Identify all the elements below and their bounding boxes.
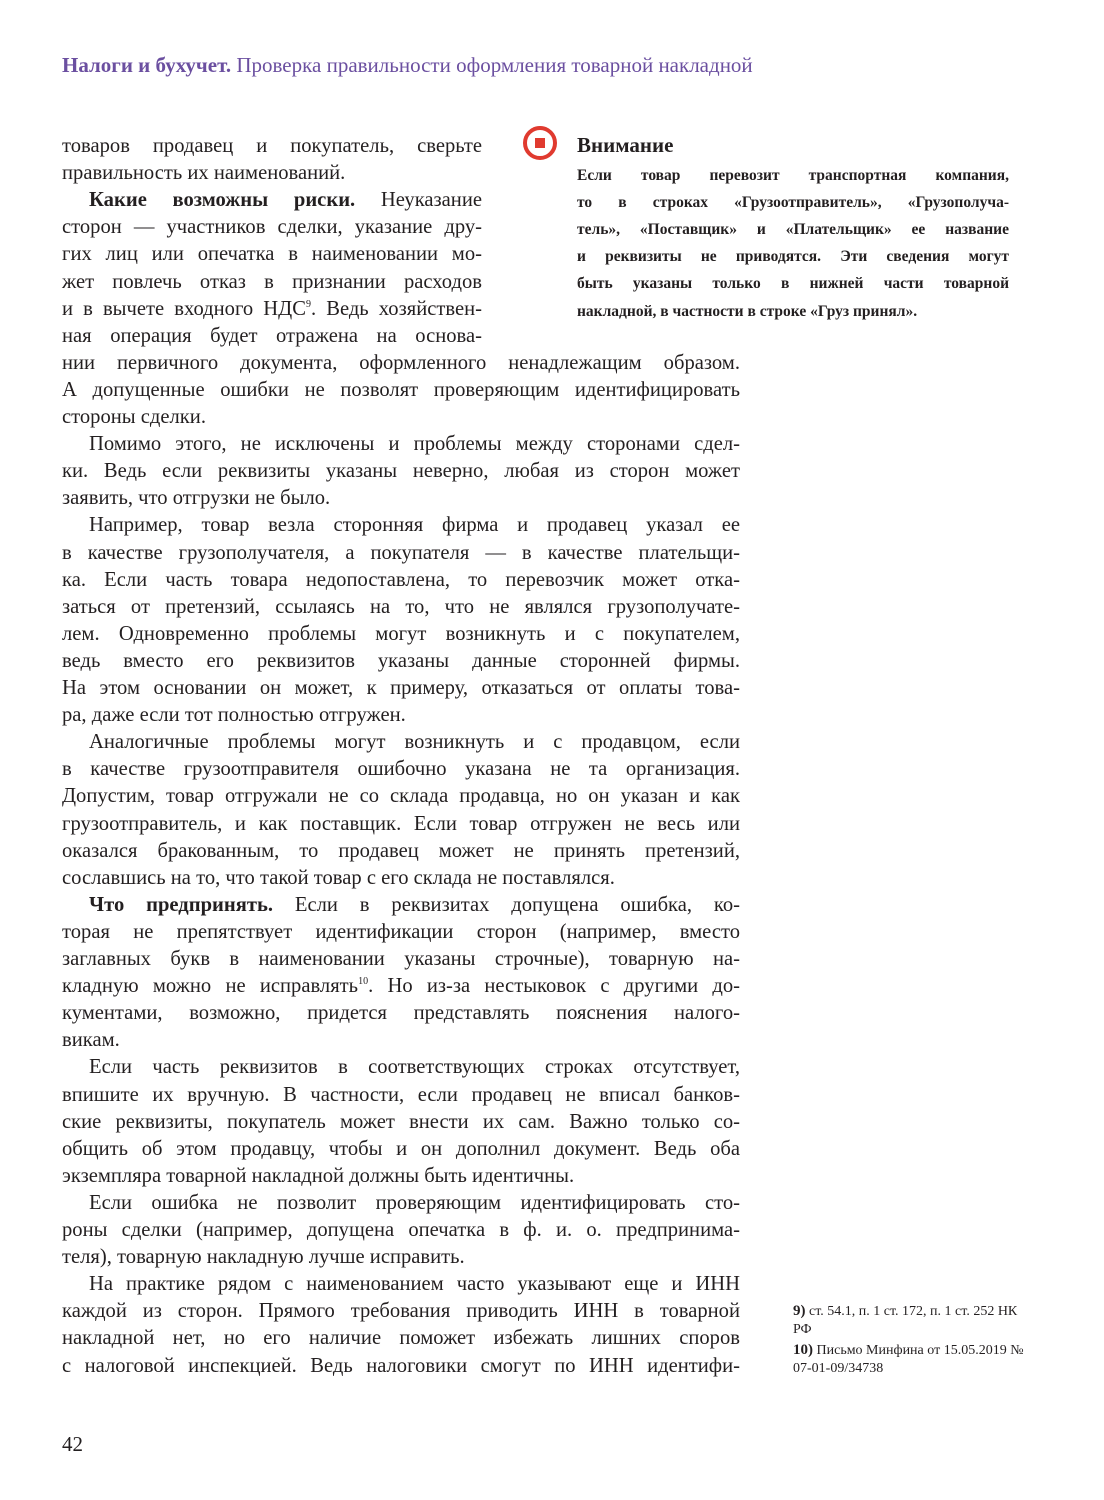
body-text-line xyxy=(62,1325,740,1352)
page-number: 42 xyxy=(62,1432,83,1456)
body-text-line xyxy=(62,892,740,919)
body-text-line xyxy=(62,133,482,160)
text-span: ная операция будет отражена на основа- xyxy=(62,324,482,347)
text-span: кладную можно не исправлять xyxy=(62,975,359,998)
body-text-line xyxy=(62,1109,740,1136)
text-span: На этом основании он может, к примеру, отказаться от оплаты това- xyxy=(62,677,740,699)
body-text-line xyxy=(62,1136,740,1163)
text-span: сторон — участников сделки, указание дру- xyxy=(62,216,482,239)
attention-icon xyxy=(523,126,557,160)
text-span: Например, товар везла сторонняя фирма и продавец указал ее xyxy=(89,514,740,537)
text-span: торая не препятствует идентификации сторон (например, вместо xyxy=(62,920,740,943)
footnote-ref: 9 xyxy=(305,298,311,310)
body-text-line xyxy=(62,1027,740,1054)
body-text-line xyxy=(62,269,482,296)
body-text-line xyxy=(62,621,740,648)
text-span: и в вычете входного НДС xyxy=(62,297,306,320)
text-span: А допущенные ошибки не позволят проверяющим идентифицировать xyxy=(62,378,740,401)
attention-text-line: накладной, в частности в строке «Груз принял». xyxy=(577,302,918,320)
footnote-10 xyxy=(793,1341,1033,1378)
body-text-line xyxy=(62,973,740,1000)
attention-text-line: Если товар перевозит транспортная компания, xyxy=(577,167,1009,184)
attention-text-line: то в строках «Грузоотправитель», «Грузополуча- xyxy=(577,194,1009,212)
body-text-line xyxy=(62,1298,740,1325)
attention-text-line: быть указаны только в нижней части товарной xyxy=(577,275,1009,293)
body-text-line xyxy=(62,1163,740,1190)
body-text-line xyxy=(62,756,740,783)
body-text-line xyxy=(62,1244,740,1271)
body-text-line xyxy=(62,1353,740,1380)
footnote-text: Письмо Минфина от 15.05.2019 № 07-01-09/34738 xyxy=(793,1343,1024,1376)
text-span: заглавных букв в наименовании указаны строчные), товарную на- xyxy=(62,948,740,970)
lead-in-heading: Что предпринять. xyxy=(89,893,274,916)
text-span: гих лиц или опечатка в наименовании мо- xyxy=(62,243,482,266)
footnote-number: 9) xyxy=(793,1303,806,1319)
text-span: ра, даже если тот полностью отгружен. xyxy=(62,704,406,727)
body-text-line xyxy=(62,594,740,621)
body-text-line xyxy=(62,567,740,594)
body-text-line xyxy=(62,458,740,485)
body-text-line xyxy=(62,1271,740,1298)
footnote-ref: 10 xyxy=(358,976,369,988)
body-text-line xyxy=(62,377,740,404)
body-text-line xyxy=(62,783,740,810)
body-text-line xyxy=(62,214,482,241)
body-text-line xyxy=(62,946,740,973)
text-span: общить об этом продавцу, чтобы и он дополнил документ. Ведь оба xyxy=(62,1137,740,1160)
attention-title: Внимание xyxy=(577,133,674,157)
body-text-line xyxy=(62,1000,740,1027)
body-text-line xyxy=(62,1217,740,1244)
text-span: каждой из сторон. Прямого требования приводить ИНН в товарной xyxy=(62,1300,740,1323)
footnote-text: ст. 54.1, п. 1 ст. 172, п. 1 ст. 252 НК РФ xyxy=(793,1304,1018,1337)
text-span: с налоговой инспекцией. Ведь налоговики смогут по ИНН идентифи- xyxy=(62,1354,740,1377)
body-text-line xyxy=(62,919,740,946)
text-span: теля), товарную накладную лучше исправить. xyxy=(62,1246,465,1269)
text-span: Если в реквизитах допущена ошибка, ко- xyxy=(273,893,741,916)
text-span: товаров продавец и покупатель, сверьте xyxy=(62,135,482,157)
text-span: Аналогичные проблемы могут возникнуть и с продавцом, если xyxy=(89,731,740,754)
text-span: Если ошибка не позволит проверяющим идентифицировать сто- xyxy=(89,1191,740,1214)
body-text-line xyxy=(62,648,740,675)
text-span: заявить, что отгрузки не было. xyxy=(62,487,331,510)
lead-in-heading: Какие возможны риски. xyxy=(89,189,356,212)
text-span: На практике рядом с наименованием часто указывают еще и ИНН xyxy=(89,1273,740,1296)
footnote-9 xyxy=(793,1302,1033,1339)
header-title: Проверка правильности оформления товарной накладной xyxy=(236,53,753,77)
text-span: Помимо этого, не исключены и проблемы между сторонами сдел- xyxy=(89,433,740,456)
text-span: лем. Одновременно проблемы могут возникнуть и с покупателем, xyxy=(62,622,740,645)
body-text-line xyxy=(62,729,740,756)
text-span: ки. Ведь если реквизиты указаны неверно, любая из сторон может xyxy=(62,460,740,483)
text-span: грузоотправитель, и как поставщик. Если товар отгружен не весь или xyxy=(62,812,740,835)
body-text-line xyxy=(62,160,482,187)
text-span: в качестве грузополучателя, а покупателя — в качестве плательщи- xyxy=(62,541,740,564)
text-span: в качестве грузоотправителя ошибочно указана не та организация. xyxy=(62,758,740,781)
text-span: впишите их вручную. В частности, если продавец не вписал банков- xyxy=(62,1083,740,1106)
text-span: заться от претензий, ссылаясь на то, что не являлся грузополучате- xyxy=(62,595,740,618)
body-text-line xyxy=(62,702,740,729)
text-span: викам. xyxy=(62,1029,120,1052)
body-text-line xyxy=(62,540,740,567)
text-span: кументами, возможно, придется представлять пояснения налого- xyxy=(62,1002,740,1025)
text-span: ка. Если часть товара недопоставлена, то перевозчик может отка- xyxy=(62,568,740,591)
body-text-line xyxy=(62,350,740,377)
body-text-line xyxy=(62,1082,740,1109)
text-span: Допустим, товар отгружали не со склада продавца, но он указан и как xyxy=(62,785,740,808)
body-text-line xyxy=(62,838,740,865)
body-text-line xyxy=(62,187,482,214)
text-span: стороны сделки. xyxy=(62,406,206,428)
text-span: Неуказание xyxy=(355,189,482,212)
body-text-line xyxy=(62,431,740,458)
attention-text-line: тель», «Поставщик» и «Плательщик» ее название xyxy=(577,221,1009,239)
text-span: сославшись на то, что такой товар с его склада не поставлялся. xyxy=(62,866,615,889)
text-span: экземпляра товарной накладной должны быть идентичны. xyxy=(62,1164,575,1187)
text-span: оказался бракованным, то продавец может не принять претензий, xyxy=(62,839,740,862)
text-span: . Но из-за нестыковок с другими до- xyxy=(368,975,740,998)
text-span: роны сделки (например, допущена опечатка в ф. и. о. предпринима- xyxy=(62,1219,740,1241)
body-text-line xyxy=(62,811,740,838)
text-span: накладной нет, но его наличие поможет избежать лишних споров xyxy=(62,1327,740,1350)
attention-text-line: и реквизиты не приводятся. Эти сведения могут xyxy=(577,248,1009,266)
body-text-line xyxy=(62,865,740,892)
text-span: ведь вместо его реквизитов указаны данные сторонней фирмы. xyxy=(62,649,740,672)
text-span: Если часть реквизитов в соответствующих строках отсутствует, xyxy=(89,1056,740,1079)
text-span: ские реквизиты, покупатель может внести их сам. Важно только со- xyxy=(62,1110,740,1133)
body-text-line xyxy=(62,323,482,350)
text-span: . Ведь хозяйствен- xyxy=(310,297,482,320)
running-header xyxy=(62,53,753,78)
body-text-line xyxy=(62,404,740,431)
text-span: жет повлечь отказ в признании расходов xyxy=(62,270,482,293)
header-section: Налоги и бухучет. xyxy=(62,53,232,77)
body-text-line xyxy=(62,675,740,702)
text-span: правильность их наименований. xyxy=(62,162,346,185)
body-text-line xyxy=(62,485,740,512)
body-text-line xyxy=(62,1190,740,1217)
text-span: нии первичного документа, оформленного ненадлежащим образом. xyxy=(62,351,740,374)
body-text-line xyxy=(62,241,482,268)
body-text-line xyxy=(62,296,482,323)
body-text-line xyxy=(62,1054,740,1081)
footnote-number: 10) xyxy=(793,1342,813,1358)
body-text-line xyxy=(62,512,740,539)
